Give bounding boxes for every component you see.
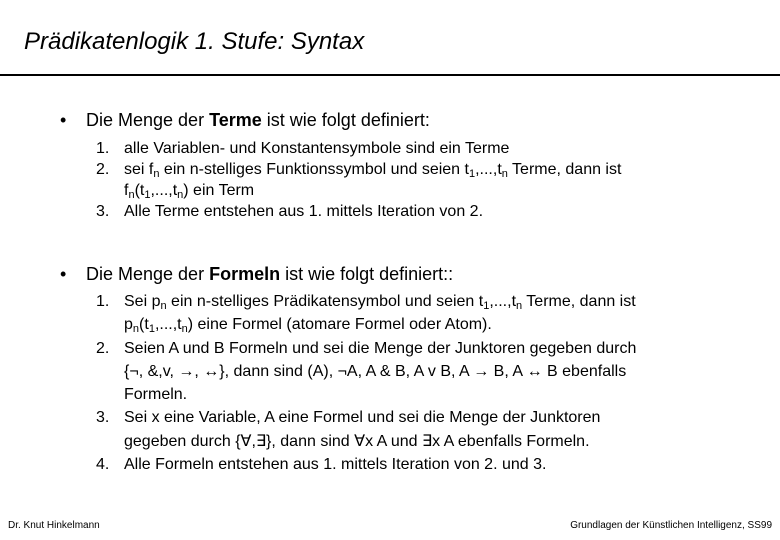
text-span: ,...,t	[489, 293, 517, 310]
text-span: ein n-stelliges Prädikatensymbol und seien t	[166, 293, 484, 310]
terms-item-3	[96, 201, 621, 222]
terms-item-2	[96, 159, 621, 201]
bullet-terms-bold: Terme	[209, 110, 262, 130]
formulas-item-2	[96, 337, 636, 407]
subscript: 1	[483, 300, 490, 312]
subscript: n	[501, 168, 508, 180]
subscript: n	[132, 323, 140, 336]
text-span: Terme, dann ist	[522, 293, 636, 310]
text-span: ) ein Term	[183, 182, 255, 199]
subscript: 1	[468, 168, 476, 180]
text-span: ,...,t	[475, 161, 502, 178]
text-span: Terme, dann ist	[507, 161, 622, 178]
subscript: n	[516, 300, 523, 312]
formulas-item-4	[96, 453, 636, 476]
text-span: Sei p	[124, 293, 161, 310]
slide-title: Prädikatenlogik 1. Stufe: Syntax	[24, 28, 365, 55]
formulas-item-text: Alle Formeln entstehen aus 1. mittels Iteration von 2. und 3.	[124, 456, 547, 474]
bullet-terms-pre: Die Menge der	[86, 110, 210, 130]
text-line: Formeln.	[124, 386, 188, 404]
terms-item-number: 2.	[96, 161, 110, 178]
text-line: Sei x eine Variable, A eine Formel und sei die Menge der Junktoren	[124, 409, 601, 427]
text-line: Seien A und B Formeln und sei die Menge der Junktoren gegeben durch	[124, 339, 637, 357]
text-span: ) eine Formel (atomare Formel oder Atom).	[187, 316, 492, 334]
text-span: ein n-stelliges Funktionssymbol und seien t	[159, 161, 469, 178]
text-span: ,...,t	[154, 316, 182, 334]
title-divider	[0, 74, 780, 76]
bullet-formulas-post: ist wie folgt definiert::	[280, 264, 454, 284]
bullet-symbol: •	[60, 264, 67, 284]
subscript: n	[160, 300, 167, 312]
bullet-symbol: •	[60, 110, 67, 130]
subscript: n	[153, 168, 160, 180]
subscript: n	[128, 189, 135, 201]
text-span: sei f	[124, 161, 154, 178]
text-span: f	[124, 182, 129, 199]
terms-item-number: 3.	[96, 203, 110, 220]
text-line: {¬, &,v, →, ↔}, dann sind (A), ¬A, A & B, A v B, A → B, A ↔ B ebenfalls	[124, 362, 627, 380]
formulas-item-number: 1.	[96, 293, 110, 310]
formulas-item-3	[96, 406, 636, 453]
subscript: n	[181, 323, 188, 336]
footer-course: Grundlagen der Künstlichen Intelligenz, SS99	[570, 520, 772, 531]
terms-list	[96, 138, 621, 222]
text-span: ,...,t	[150, 182, 178, 199]
subscript: 1	[148, 323, 155, 336]
bullet-terms	[60, 110, 430, 131]
bullet-formulas	[60, 264, 454, 285]
bullet-terms-post: ist wie folgt definiert:	[261, 110, 430, 130]
text-span: (t	[139, 316, 149, 334]
formulas-item-number: 4.	[96, 456, 110, 474]
text-span: p	[124, 316, 133, 334]
text-span: (t	[134, 182, 145, 199]
bullet-formulas-bold: Formeln	[209, 264, 281, 284]
formulas-item-1	[96, 290, 636, 337]
formulas-list	[96, 290, 636, 476]
bullet-formulas-pre: Die Menge der	[86, 264, 210, 284]
footer-author: Dr. Knut Hinkelmann	[8, 520, 100, 531]
terms-item-text: alle Variablen- und Konstantensymbole sind ein Terme	[124, 140, 510, 157]
subscript: n	[177, 189, 184, 201]
terms-item-text: Alle Terme entstehen aus 1. mittels Iteration von 2.	[124, 203, 484, 220]
terms-item-1	[96, 138, 621, 159]
formulas-item-number: 3.	[96, 409, 110, 427]
text-line: gegeben durch {∀,∃}, dann sind ∀x A und ∃x A ebenfalls Formeln.	[124, 432, 590, 450]
formulas-item-number: 2.	[96, 339, 110, 357]
subscript: 1	[144, 189, 151, 201]
terms-item-number: 1.	[96, 140, 110, 157]
